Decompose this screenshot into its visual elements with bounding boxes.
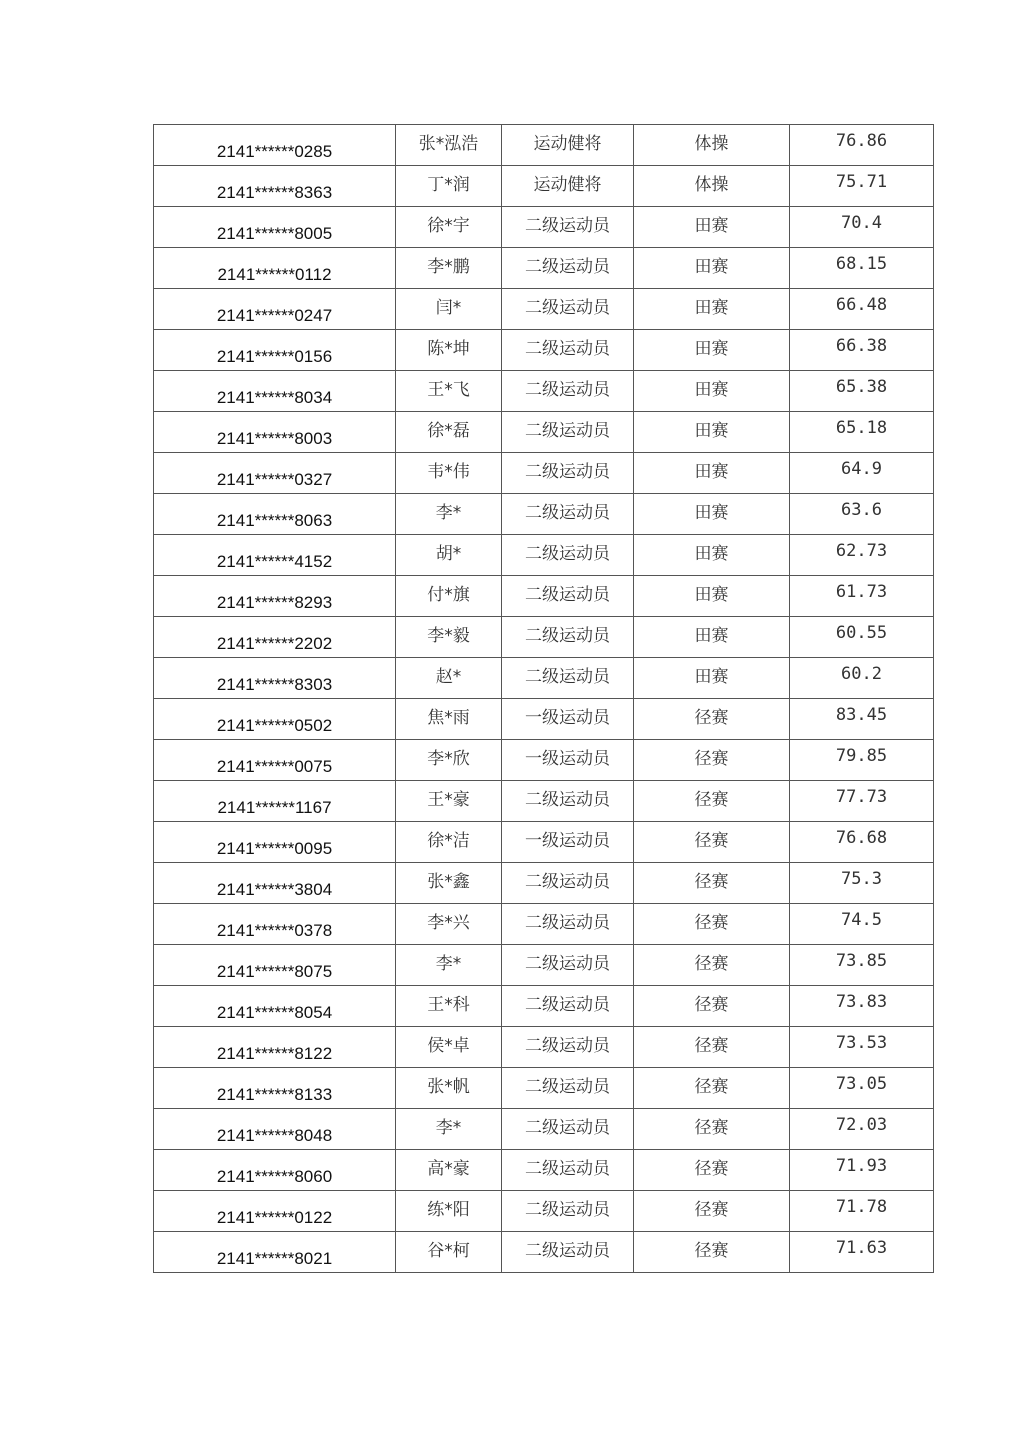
athlete-level-cell: 二级运动员 bbox=[502, 535, 634, 576]
table-row bbox=[154, 945, 934, 986]
student-id-cell: 2141******0378 bbox=[154, 904, 396, 945]
table-row bbox=[154, 699, 934, 740]
student-id-cell: 2141******8303 bbox=[154, 658, 396, 699]
student-name-cell: 王*科 bbox=[396, 986, 502, 1027]
student-name-cell: 赵* bbox=[396, 658, 502, 699]
student-id-cell: 2141******0327 bbox=[154, 453, 396, 494]
student-id-cell: 2141******8122 bbox=[154, 1027, 396, 1068]
student-id-cell: 2141******8363 bbox=[154, 166, 396, 207]
student-name-cell: 李*兴 bbox=[396, 904, 502, 945]
student-id-cell: 2141******0075 bbox=[154, 740, 396, 781]
event-type-cell: 田赛 bbox=[634, 289, 790, 330]
athlete-level-cell: 二级运动员 bbox=[502, 904, 634, 945]
score-cell: 71.63 bbox=[790, 1232, 934, 1273]
event-type-cell: 径赛 bbox=[634, 781, 790, 822]
table-row bbox=[154, 330, 934, 371]
event-type-cell: 田赛 bbox=[634, 535, 790, 576]
athlete-level-cell: 一级运动员 bbox=[502, 822, 634, 863]
score-cell: 73.05 bbox=[790, 1068, 934, 1109]
student-name-cell: 闫* bbox=[396, 289, 502, 330]
table-row bbox=[154, 371, 934, 412]
event-type-cell: 田赛 bbox=[634, 371, 790, 412]
athlete-level-cell: 二级运动员 bbox=[502, 494, 634, 535]
score-cell: 74.5 bbox=[790, 904, 934, 945]
athlete-level-cell: 二级运动员 bbox=[502, 863, 634, 904]
student-name-cell: 谷*柯 bbox=[396, 1232, 502, 1273]
score-cell: 75.71 bbox=[790, 166, 934, 207]
event-type-cell: 田赛 bbox=[634, 494, 790, 535]
table-row bbox=[154, 986, 934, 1027]
event-type-cell: 径赛 bbox=[634, 822, 790, 863]
table-row bbox=[154, 248, 934, 289]
student-id-cell: 2141******0112 bbox=[154, 248, 396, 289]
student-name-cell: 韦*伟 bbox=[396, 453, 502, 494]
score-cell: 60.55 bbox=[790, 617, 934, 658]
student-id-cell: 2141******0502 bbox=[154, 699, 396, 740]
score-cell: 65.38 bbox=[790, 371, 934, 412]
table-row bbox=[154, 207, 934, 248]
score-cell: 72.03 bbox=[790, 1109, 934, 1150]
student-name-cell: 徐*磊 bbox=[396, 412, 502, 453]
score-cell: 76.68 bbox=[790, 822, 934, 863]
athlete-level-cell: 二级运动员 bbox=[502, 1027, 634, 1068]
student-id-cell: 2141******3804 bbox=[154, 863, 396, 904]
event-type-cell: 径赛 bbox=[634, 1232, 790, 1273]
athlete-level-cell: 一级运动员 bbox=[502, 740, 634, 781]
results-table-body bbox=[154, 125, 934, 1273]
score-cell: 68.15 bbox=[790, 248, 934, 289]
athlete-level-cell: 二级运动员 bbox=[502, 576, 634, 617]
table-row bbox=[154, 863, 934, 904]
table-row bbox=[154, 1232, 934, 1273]
student-name-cell: 李*毅 bbox=[396, 617, 502, 658]
table-row bbox=[154, 740, 934, 781]
table-row bbox=[154, 535, 934, 576]
student-name-cell: 陈*坤 bbox=[396, 330, 502, 371]
event-type-cell: 径赛 bbox=[634, 904, 790, 945]
event-type-cell: 径赛 bbox=[634, 1109, 790, 1150]
athlete-level-cell: 二级运动员 bbox=[502, 371, 634, 412]
table-row bbox=[154, 617, 934, 658]
student-name-cell: 王*豪 bbox=[396, 781, 502, 822]
table-row bbox=[154, 904, 934, 945]
score-cell: 62.73 bbox=[790, 535, 934, 576]
student-name-cell: 焦*雨 bbox=[396, 699, 502, 740]
event-type-cell: 田赛 bbox=[634, 617, 790, 658]
student-name-cell: 李*鹏 bbox=[396, 248, 502, 289]
event-type-cell: 体操 bbox=[634, 166, 790, 207]
student-name-cell: 张*泓浩 bbox=[396, 125, 502, 166]
event-type-cell: 径赛 bbox=[634, 740, 790, 781]
event-type-cell: 径赛 bbox=[634, 1150, 790, 1191]
student-name-cell: 练*阳 bbox=[396, 1191, 502, 1232]
student-id-cell: 2141******0095 bbox=[154, 822, 396, 863]
student-name-cell: 张*帆 bbox=[396, 1068, 502, 1109]
athlete-level-cell: 二级运动员 bbox=[502, 945, 634, 986]
table-row bbox=[154, 1150, 934, 1191]
table-row bbox=[154, 822, 934, 863]
score-cell: 63.6 bbox=[790, 494, 934, 535]
student-name-cell: 丁*润 bbox=[396, 166, 502, 207]
event-type-cell: 径赛 bbox=[634, 1027, 790, 1068]
score-cell: 73.53 bbox=[790, 1027, 934, 1068]
student-name-cell: 徐*洁 bbox=[396, 822, 502, 863]
student-id-cell: 2141******8021 bbox=[154, 1232, 396, 1273]
table-row bbox=[154, 1109, 934, 1150]
table-row bbox=[154, 576, 934, 617]
table-row bbox=[154, 412, 934, 453]
score-cell: 66.38 bbox=[790, 330, 934, 371]
student-name-cell: 张*鑫 bbox=[396, 863, 502, 904]
student-id-cell: 2141******0156 bbox=[154, 330, 396, 371]
student-name-cell: 李* bbox=[396, 945, 502, 986]
event-type-cell: 体操 bbox=[634, 125, 790, 166]
results-table bbox=[153, 124, 934, 1273]
athlete-level-cell: 二级运动员 bbox=[502, 248, 634, 289]
student-id-cell: 2141******8293 bbox=[154, 576, 396, 617]
student-id-cell: 2141******8005 bbox=[154, 207, 396, 248]
table-row bbox=[154, 125, 934, 166]
athlete-level-cell: 二级运动员 bbox=[502, 986, 634, 1027]
student-id-cell: 2141******8133 bbox=[154, 1068, 396, 1109]
score-cell: 60.2 bbox=[790, 658, 934, 699]
table-row bbox=[154, 1191, 934, 1232]
athlete-level-cell: 二级运动员 bbox=[502, 658, 634, 699]
score-cell: 61.73 bbox=[790, 576, 934, 617]
score-cell: 71.78 bbox=[790, 1191, 934, 1232]
athlete-level-cell: 运动健将 bbox=[502, 125, 634, 166]
score-cell: 76.86 bbox=[790, 125, 934, 166]
event-type-cell: 径赛 bbox=[634, 1068, 790, 1109]
student-id-cell: 2141******8063 bbox=[154, 494, 396, 535]
event-type-cell: 田赛 bbox=[634, 412, 790, 453]
score-cell: 83.45 bbox=[790, 699, 934, 740]
score-cell: 64.9 bbox=[790, 453, 934, 494]
table-row bbox=[154, 658, 934, 699]
table-row bbox=[154, 494, 934, 535]
student-name-cell: 徐*宇 bbox=[396, 207, 502, 248]
table-row bbox=[154, 166, 934, 207]
athlete-level-cell: 二级运动员 bbox=[502, 1068, 634, 1109]
student-id-cell: 2141******8054 bbox=[154, 986, 396, 1027]
score-cell: 65.18 bbox=[790, 412, 934, 453]
student-name-cell: 高*豪 bbox=[396, 1150, 502, 1191]
athlete-level-cell: 运动健将 bbox=[502, 166, 634, 207]
student-id-cell: 2141******8075 bbox=[154, 945, 396, 986]
athlete-level-cell: 二级运动员 bbox=[502, 1109, 634, 1150]
table-row bbox=[154, 453, 934, 494]
student-id-cell: 2141******4152 bbox=[154, 535, 396, 576]
event-type-cell: 田赛 bbox=[634, 658, 790, 699]
student-name-cell: 王*飞 bbox=[396, 371, 502, 412]
score-cell: 66.48 bbox=[790, 289, 934, 330]
student-id-cell: 2141******0122 bbox=[154, 1191, 396, 1232]
student-id-cell: 2141******2202 bbox=[154, 617, 396, 658]
score-cell: 70.4 bbox=[790, 207, 934, 248]
event-type-cell: 径赛 bbox=[634, 1191, 790, 1232]
event-type-cell: 田赛 bbox=[634, 330, 790, 371]
student-name-cell: 胡* bbox=[396, 535, 502, 576]
event-type-cell: 田赛 bbox=[634, 248, 790, 289]
athlete-level-cell: 二级运动员 bbox=[502, 781, 634, 822]
event-type-cell: 田赛 bbox=[634, 576, 790, 617]
athlete-level-cell: 二级运动员 bbox=[502, 330, 634, 371]
athlete-level-cell: 一级运动员 bbox=[502, 699, 634, 740]
athlete-level-cell: 二级运动员 bbox=[502, 289, 634, 330]
athlete-level-cell: 二级运动员 bbox=[502, 1150, 634, 1191]
student-id-cell: 2141******8003 bbox=[154, 412, 396, 453]
student-id-cell: 2141******0285 bbox=[154, 125, 396, 166]
event-type-cell: 田赛 bbox=[634, 207, 790, 248]
event-type-cell: 径赛 bbox=[634, 986, 790, 1027]
score-cell: 73.85 bbox=[790, 945, 934, 986]
athlete-level-cell: 二级运动员 bbox=[502, 617, 634, 658]
athlete-level-cell: 二级运动员 bbox=[502, 207, 634, 248]
student-name-cell: 李* bbox=[396, 494, 502, 535]
score-cell: 75.3 bbox=[790, 863, 934, 904]
student-id-cell: 2141******8034 bbox=[154, 371, 396, 412]
student-name-cell: 付*旗 bbox=[396, 576, 502, 617]
athlete-level-cell: 二级运动员 bbox=[502, 1191, 634, 1232]
student-name-cell: 李*欣 bbox=[396, 740, 502, 781]
score-cell: 77.73 bbox=[790, 781, 934, 822]
table-row bbox=[154, 781, 934, 822]
student-id-cell: 2141******0247 bbox=[154, 289, 396, 330]
athlete-level-cell: 二级运动员 bbox=[502, 453, 634, 494]
table-row bbox=[154, 1027, 934, 1068]
table-row bbox=[154, 1068, 934, 1109]
student-name-cell: 李* bbox=[396, 1109, 502, 1150]
student-name-cell: 侯*卓 bbox=[396, 1027, 502, 1068]
student-id-cell: 2141******8048 bbox=[154, 1109, 396, 1150]
event-type-cell: 径赛 bbox=[634, 699, 790, 740]
score-cell: 79.85 bbox=[790, 740, 934, 781]
score-cell: 71.93 bbox=[790, 1150, 934, 1191]
event-type-cell: 径赛 bbox=[634, 863, 790, 904]
student-id-cell: 2141******8060 bbox=[154, 1150, 396, 1191]
table-row bbox=[154, 289, 934, 330]
event-type-cell: 田赛 bbox=[634, 453, 790, 494]
event-type-cell: 径赛 bbox=[634, 945, 790, 986]
athlete-level-cell: 二级运动员 bbox=[502, 1232, 634, 1273]
student-id-cell: 2141******1167 bbox=[154, 781, 396, 822]
athlete-level-cell: 二级运动员 bbox=[502, 412, 634, 453]
score-cell: 73.83 bbox=[790, 986, 934, 1027]
